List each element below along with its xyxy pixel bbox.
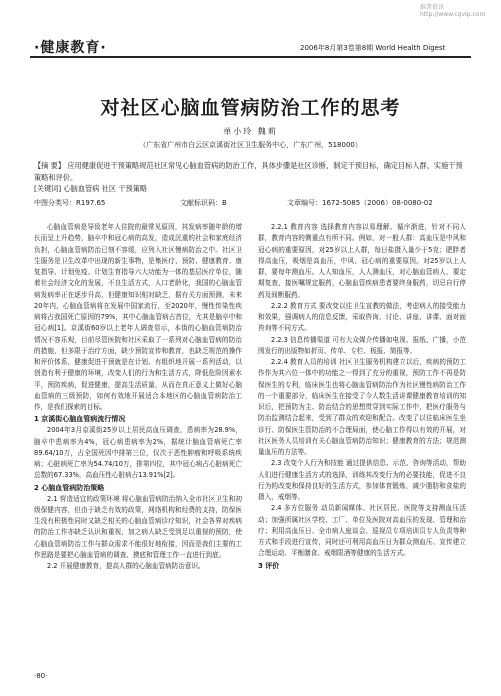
right-column xyxy=(258,222,466,572)
paragraph: 2.2 开展健康教育，提高人群的心脑血管病防治意识。 xyxy=(47,562,205,570)
paragraph: 2.2.2 教育方式 要改变以往卫生宣教的做法，考虑病人的接受能力和效果，强调病人的信息反馈，采取咨询、讨论、讲座、讲课、面对面咨询等不同方式。 xyxy=(258,301,466,333)
paragraph: 2.3 改变个人行为和技能 通过提供信息、示范、咨询等活动，帮助人们进行健康生活方式的选择，训练其改变行为的必要技能，促进不良行为的改变和保持良好的生活方式，参加体育锻炼，减少脂肪和食盐的摄入，戒烟等。 xyxy=(258,459,466,501)
watermark: 维普资讯 http://www.cqvip.com xyxy=(420,4,486,18)
section-heading: 2 心脑血管病防治策略 xyxy=(34,483,105,492)
document-code: 文献标识码：B xyxy=(180,199,227,207)
article-authors: 单小玲 魏莉 xyxy=(223,127,278,136)
keywords: [关键词] 心脑血管病 社区 干预策略 xyxy=(34,184,148,193)
section-heading: 1 京溪街心脑血管病流行情况 xyxy=(34,415,126,424)
section-heading: 3 评价 xyxy=(258,561,280,570)
paragraph: 2.2.1 教育内容 选择教育内容以易理解、循序渐进，针对不同人群，教育内容的侧重点有所不同。例如，对一般人群：高血压是中风和冠心病的重要原因，对25岁以上人群，每日盐摄入量少于5克；肥胖者得高血压，吸烟是高血压，中风、冠心病的重要原因。对25岁以上人群，要每年测血压。人人知血压，人人测血压，对心脑血管病人，要定期复查，接医嘱规定服药，心脑血管疾病患者要终身服药，切忌自行停药及间断服药。 xyxy=(258,223,466,299)
paragraph: 心脑血管病是导致老年人住院的最常见原因，其发病率随年龄的增长而呈上升趋势，脑卒中和冠心病的高发，造成沉重的社会和家庭经济负担，心脑血管病防治已刻不容缓，应列入社区慢病防治之中。社区卫生服务是卫生改革中出现的新生事物，是集医疗、预防、健康教育、康复指导、计划免疫、计划生育指导六大功能为一体的基层医疗单位，随着社会经济文化的发展，不良生活方式，人口老龄化，我国的心脑血管病发病率正在逐步升高，但健康知识相对缺乏，据有关方面预测，未来20年内，心脑血管病将在发展中国家流行，至2020年，慢性传染性疾病将占我国死亡原因的79%，其中心脑血管病占首位，尤其是脑卒中和冠心病[1]。京溪街60岁以上老年人调查显示，本街的心脑血管病防治情况不容乐观，目前尽管医院和社区采取了一系列对心脑血管病的防治的措施，但多限于治疗方面，缺少预防宣传和教育，也缺乏规范的操作和评价体系，健康促进干预就是在计划、有组织地开展一系列活动，以创造有利于健康的环境，改变人们的行为和生活方式，降低危险因素水平，预防疾病，促进健康，提高生活质量，从而在真正意义上做好心脑血管病的三级预防，如何有效地开展适合本地区的心脑血管病防治工作，是我们探索的目标。 xyxy=(34,223,242,411)
article-affiliation: （广东省广州市白云区京溪街社区卫生服务中心，广东广州，518000） xyxy=(139,141,362,149)
article-title: 对社区心脑血管病防治工作的思考 xyxy=(100,97,401,119)
abstract: 【摘 要】 应用健康促进干预策略规范社区常见心脑血管病的防治工作，具体步骤是社区诊断，制定干预目标，确定目标人群，实施干预策略和评价。 xyxy=(34,161,463,182)
section-rubric: ·健康教育· xyxy=(34,40,107,56)
page-number: ·80· xyxy=(34,672,48,680)
issue-info: 2006年8月第3卷第8期 World Health Digest xyxy=(300,44,446,52)
article-number: 文章编号：1672-5085（2006）08-0080-02 xyxy=(287,199,433,207)
left-column xyxy=(34,222,242,572)
paragraph: 2.4 多方位服务 动员新闻媒体、社区居民、医院等支持测血压活动；加强所属社区学校、工厂、单位及医院对高血压的发现、管理和治疗；利用高血压日、全市病人座谈会、巡视员专项培训员专人负责等种方式和手段进行宣传，同时还可利用高血压日为群众测血压、宣传建立合理运动、平衡膳食、戒烟限酒等健康的生活方式。 xyxy=(258,504,466,558)
paragraph: 2.2.3 信息传播渠道 可有大众媒介传播如电视、报纸、广播，小范围发行的出版物如折页、传单、专栏、板报、简报等。 xyxy=(258,335,466,355)
paragraph: 2004年3月京溪街25岁以上居民高血压调查，患病率为28.9%，脑卒中患病率为4%，冠心病患病率为2%，据统计脑血管病死亡率89.64/10万，占全国死因中排第三位，仅次于恶性肿瘤和呼吸系统疾病；心脏病死亡率为54.74/10万，排第四位，其中冠心病占心脏病死亡总数的67.33%，高血压性心脏病占13.91%[2]。 xyxy=(34,426,242,480)
paragraph: 2.2.4 教育人员的培训 社区卫生服务机构建立以后，疾病的预防工作作为其六位一体中的功能之一得到了充分的重视，预防工作不再是防保医生的专利，临床医生也将心脑血管病防治作为社区慢性病防治工作的一个重要部分，临床医生在接受了今人数生活讲课健康教育培训的知识后，把预防为主、防治结合的思想贯穿到实际工作中，把医疗服务与防治监测结合起来，受到了群众的欢迎和配合。改变了以往临床医生坐诊行、防保医生管防治的不合理局面，使心脑工作得以有效的开展，对社区医务人员培训有关心脑血管病防治知识；健康教育的方法；规范测量血压的方法等。 xyxy=(258,358,466,456)
header-rule xyxy=(30,56,471,58)
clc-number: 中图分类号：R197.65 xyxy=(34,199,106,207)
paragraph: 2.1 营造适宜的政策环境 将心脑血管病防治纳入全市社区卫生和初级保健内容，但由于缺乏有效的政策，网络机构和经费的支持，防保医生没有积极性同时又缺乏相关的心脑血管病诊疗知识，社会各界对疾病的防治工作亦缺乏认识和重视，加之病人缺乏受到足以重视的预防，使心脑血管病防治工作与群众需求不能很好地衔接，因而是我们主要的工作思路是要把心脑血管病的调查、摸底和管理工作一直进行到底。 xyxy=(34,494,242,559)
